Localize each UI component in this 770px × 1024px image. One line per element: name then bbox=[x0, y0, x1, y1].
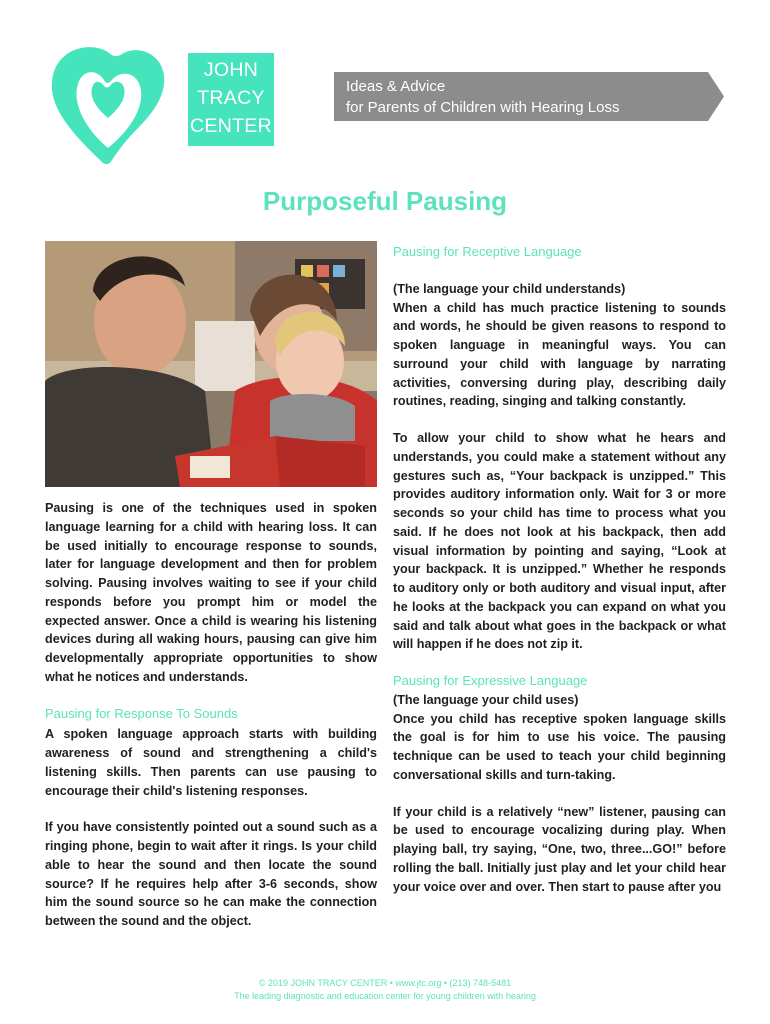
banner-line-1: Ideas & Advice bbox=[346, 78, 446, 95]
heart-hands-icon bbox=[48, 44, 168, 166]
expressive-paragraph-2: If your child is a relatively “new” listener, pausing can be used to encourage vocalizing during play. When playing ball, try saying, “One, two, three...GO!” before rolling the ball. Initially just play and let your child hear your voice over and over. Then start to pause after you bbox=[393, 804, 726, 894]
receptive-paragraph-1: When a child has much practice listening to sounds and words, he should be given reasons to respond to spoken language in meaningful ways. You can surround your child with language by narrating activities, conversing during play, describing daily routines, reading, singing and talking constantly. bbox=[393, 300, 726, 409]
heading-response-to-sounds: Pausing for Response To Sounds bbox=[45, 705, 238, 721]
logo-wordmark bbox=[188, 53, 274, 146]
sounds-paragraph-2: If you have consistently pointed out a sound such as a ringing phone, begin to wait after it rings. Is your child able to hear the sound and then locate the sound source? If he requires help after 3-6 seconds, show him the sound source so he can make the connection between the sound and the object. bbox=[45, 820, 377, 928]
footer bbox=[0, 977, 770, 1003]
header-banner bbox=[334, 72, 724, 121]
receptive-subheading: (The language your child understands) bbox=[393, 281, 626, 296]
right-column bbox=[393, 243, 726, 896]
page-title: Purposeful Pausing bbox=[262, 186, 508, 216]
expressive-subheading: (The language your child uses) bbox=[393, 692, 579, 707]
heading-receptive-language: Pausing for Receptive Language bbox=[393, 244, 582, 259]
receptive-paragraph-2: To allow your child to show what he hears and understands, you could make a statement without any gestures such as, “Your backpack is unzipped.” This provides auditory information only. Wait for 3 or more seconds so your child has time to process what you said. If he does not look at his backpack, then add visual information by pointing and saying, “Look at your backpack. It is unzipped.” Whether he responds to auditory only or both auditory and visual input, after he looks at the backpack you can expand on what you said and talk about what goes in the backpack or what will happen if he does not zip it. bbox=[393, 431, 726, 652]
left-column bbox=[45, 499, 377, 931]
logo-line-3: CENTER bbox=[190, 115, 272, 137]
intro-paragraph: Pausing is one of the techniques used in spoken language learning for a child with hearing loss. It can be used initially to encourage response to sounds, later for language development and then for problem solving. Pausing involves waiting to see if your child responds before you prompt him or model the expected answer. Once a child is wearing his listening devices during all waking hours, pausing can give him developmentally appropriate opportunities to show what he notices and understands. bbox=[45, 501, 377, 684]
logo-line-1: JOHN bbox=[203, 59, 259, 81]
banner-line-2: for Parents of Children with Hearing Loss bbox=[346, 99, 620, 116]
heading-expressive-language: Pausing for Expressive Language bbox=[393, 673, 588, 688]
footer-tagline: The leading diagnostic and education center for young children with hearing bbox=[234, 991, 536, 1001]
footer-contact: © 2019 JOHN TRACY CENTER • www.jtc.org • (213) 748-5481 bbox=[258, 978, 512, 988]
parent-child-reading-photo bbox=[45, 241, 377, 487]
logo-line-2: TRACY bbox=[197, 87, 265, 109]
expressive-paragraph-1: Once you child has receptive spoken language skills the goal is for him to use his voice. The pausing technique can be used to teach your child beginning conversational skills and turn-taking. bbox=[393, 711, 726, 782]
sounds-paragraph-1: A spoken language approach starts with building awareness of sound and strengthening a child's listening skills. Then parents can use pausing to encourage their child's listening responses. bbox=[45, 727, 377, 798]
